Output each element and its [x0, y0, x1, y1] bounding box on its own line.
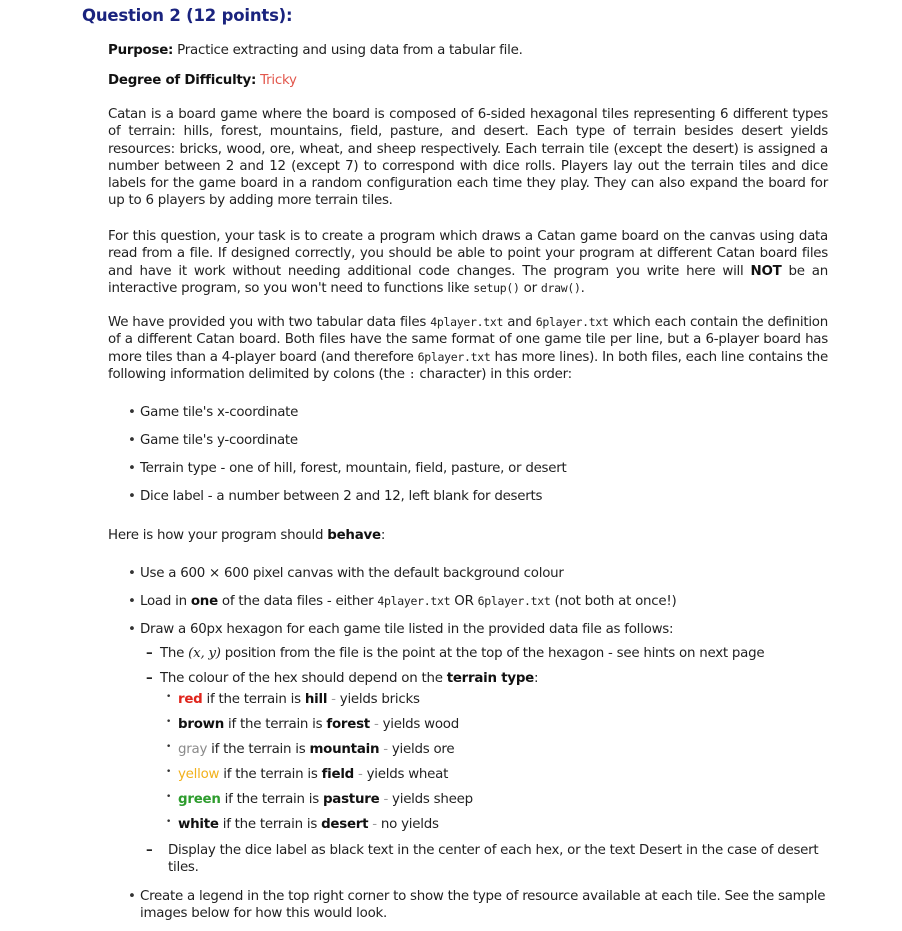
terrain-yield: yields ore [391, 742, 455, 757]
code-draw: draw() [540, 280, 581, 295]
purpose-label: Purpose: [108, 43, 174, 58]
task-paragraph [108, 228, 828, 297]
purpose-line [108, 42, 828, 59]
terrain-mid: if the terrain is [224, 717, 327, 732]
list-item: • Game tile's y-coordinate [128, 433, 298, 448]
color-word: brown [178, 717, 225, 732]
terrain-name: desert [321, 817, 369, 832]
task-not: NOT [750, 263, 782, 279]
req-pos-2: position from the file is the point at the top of the hexagon - see hints on next page [220, 646, 765, 661]
files-text-3: which each contain the definition of a different Catan board. Both files have the same format of one game tile per line, but a 6-player board has more tiles than a 4-player board (and therefore [108, 315, 828, 365]
terrain-mid: if the terrain is [202, 692, 305, 707]
terrain-yield: yields sheep [392, 792, 473, 807]
req-draw: Draw a 60px hexagon for each game tile listed in the provided data file as follows: [140, 622, 674, 637]
file-4player: 4player.txt [430, 315, 504, 329]
terrain-sep: - [379, 742, 392, 757]
field-terrain: Terrain type - one of hill, forest, mountain, field, pasture, or desert [140, 461, 567, 476]
terrain-item-forest: • brown if the terrain is forest - yields wood [166, 717, 460, 732]
field-dice: Dice label - a number between 2 and 12, left blank for deserts [140, 489, 543, 504]
req-load-4: (not both at once!) [550, 594, 677, 609]
list-item: • Terrain type - one of hill, forest, mountain, field, pasture, or desert [128, 461, 567, 476]
req-legend: Create a legend in the top right corner to show the type of resource available at each tile. See the sample images below for how this would look. [140, 889, 826, 921]
color-word: green [178, 792, 221, 807]
req-load-1: Load in [140, 594, 191, 609]
files-text-1: We have provided you with two tabular data files [108, 315, 431, 330]
terrain-item-field: • yellow if the terrain is field - yields wheat [166, 767, 449, 782]
terrain-item-hill: • red if the terrain is hill - yields bricks [166, 692, 420, 707]
files-text-2: and [503, 315, 536, 330]
behave-bold: behave [327, 528, 381, 543]
req-load-2: of the data files - either [217, 594, 378, 609]
terrain-yield: no yields [380, 817, 439, 832]
files-paragraph [108, 314, 828, 383]
difficulty-line [108, 72, 828, 89]
req-pos-1: The [160, 646, 189, 661]
terrain-yield: yields bricks [339, 692, 420, 707]
terrain-sep: - [369, 717, 383, 732]
file-6player-2: 6player.txt [417, 349, 491, 364]
terrain-item-pasture: • green if the terrain is pasture - yields sheep [166, 792, 473, 807]
color-word: gray [178, 742, 208, 757]
terrain-mid: if the terrain is [218, 817, 322, 832]
task-text-2: be an interactive program, so you won't need to functions like [108, 263, 828, 296]
intro-paragraph [108, 106, 828, 210]
terrain-item-desert: • white if the terrain is desert - no yields [166, 817, 439, 832]
color-word: yellow [178, 767, 220, 782]
field-y: Game tile's y-coordinate [140, 433, 298, 448]
terrain-mid: if the terrain is [220, 792, 323, 807]
difficulty-label: Degree of Difficulty: [108, 73, 257, 88]
task-text-1: For this question, your task is to create a program which draws a Catan game board on the canvas using data read from a file. If designed correctly, you should be able to point your program at different Catan board files and have it work without needing additional code changes. The program you write here will [108, 229, 828, 279]
terrain-name: hill [304, 692, 328, 707]
list-item: • Create a legend in the top right corner to show the type of resource available at each tile. See the sample images below for how this would look. [128, 889, 826, 921]
req-colour-1: The colour of the hex should depend on the [160, 671, 447, 686]
terrain-name: forest [326, 717, 370, 732]
terrain-yield: yields wheat [366, 767, 449, 782]
terrain-sep: - [379, 792, 393, 807]
difficulty-value: Tricky [260, 73, 297, 88]
list-item: • Draw a 60px hexagon for each game tile listed in the provided data file as follows: [128, 622, 674, 637]
req-load-one: one [190, 594, 218, 609]
list-item: • Load in one of the data files - either 4player.txt OR 6player.txt (not both at once!) [128, 594, 677, 609]
list-item: – Display the dice label as black text in the center of each hex, or the text Desert in the case of desert tiles. [146, 842, 826, 876]
list-item: • Dice label - a number between 2 and 12, left blank for deserts [128, 489, 543, 504]
terrain-yield: yields wood [382, 717, 460, 732]
list-item: • Game tile's x-coordinate [128, 405, 299, 420]
code-setup: setup() [473, 280, 520, 295]
question-title: Question 2 (12 points): [82, 6, 293, 25]
req-colour-2: : [534, 671, 539, 686]
field-x: Game tile's x-coordinate [140, 405, 299, 420]
req-canvas: Use a 600 × 600 pixel canvas with the default background colour [140, 566, 564, 581]
files-text-4: has more lines). In both files, each line contains the following information delimited by colons (the [108, 349, 829, 382]
color-word: red [178, 692, 203, 707]
list-item: • Use a 600 × 600 pixel canvas with the default background colour [128, 566, 564, 581]
list-item: – The (x, y) position from the file is the point at the top of the hexagon - see hints on next page [146, 646, 765, 661]
req-load-file1: 4player.txt [377, 594, 451, 608]
terrain-name: pasture [322, 792, 380, 807]
file-6player: 6player.txt [535, 315, 609, 329]
req-load-3: OR [450, 594, 478, 609]
behave-line [108, 527, 828, 544]
req-pos-math: (x, y) [188, 646, 221, 661]
terrain-sep: - [368, 817, 381, 832]
terrain-item-mountain: • gray if the terrain is mountain - yields ore [166, 742, 455, 757]
terrain-mid: if the terrain is [219, 767, 322, 782]
req-load-file2: 6player.txt [477, 594, 551, 608]
terrain-mid: if the terrain is [207, 742, 310, 757]
req-label: Display the dice label as black text in the center of each hex, or the text Desert in the case of desert tiles. [168, 843, 819, 875]
behave-text: Here is how your program should [108, 528, 328, 543]
list-item: – The colour of the hex should depend on the terrain type: [146, 671, 539, 686]
terrain-name: field [321, 767, 355, 782]
terrain-name: mountain [309, 742, 380, 757]
intro-text: Catan is a board game where the board is composed of 6-sided hexagonal tiles representing 6 different types of terrain: hills, forest, mountains, field, pasture, and desert. Each type of terrain besides desert yields resources: bricks, wood, ore, wheat, and sheep respectively. Each terrain tile (except the desert) is assigned a number between 2 and 12 (except 7) to correspond with dice rolls. Players lay out the terrain tiles and dice labels for the game board in a random configuration each time they play. They can also expand the board for up to 6 players by adding more terrain tiles. [108, 107, 828, 209]
color-word: white [178, 817, 219, 832]
task-text-4: . [580, 280, 585, 296]
files-text-5: character) in this order: [415, 366, 572, 382]
terrain-sep: - [327, 692, 340, 707]
req-colour-bold: terrain type [446, 671, 535, 686]
behave-colon: : [380, 528, 386, 543]
purpose-text: Practice extracting and using data from a tabular file. [173, 43, 523, 58]
colon-char: : [408, 366, 416, 381]
task-text-3: or [519, 280, 541, 296]
terrain-sep: - [354, 767, 367, 782]
